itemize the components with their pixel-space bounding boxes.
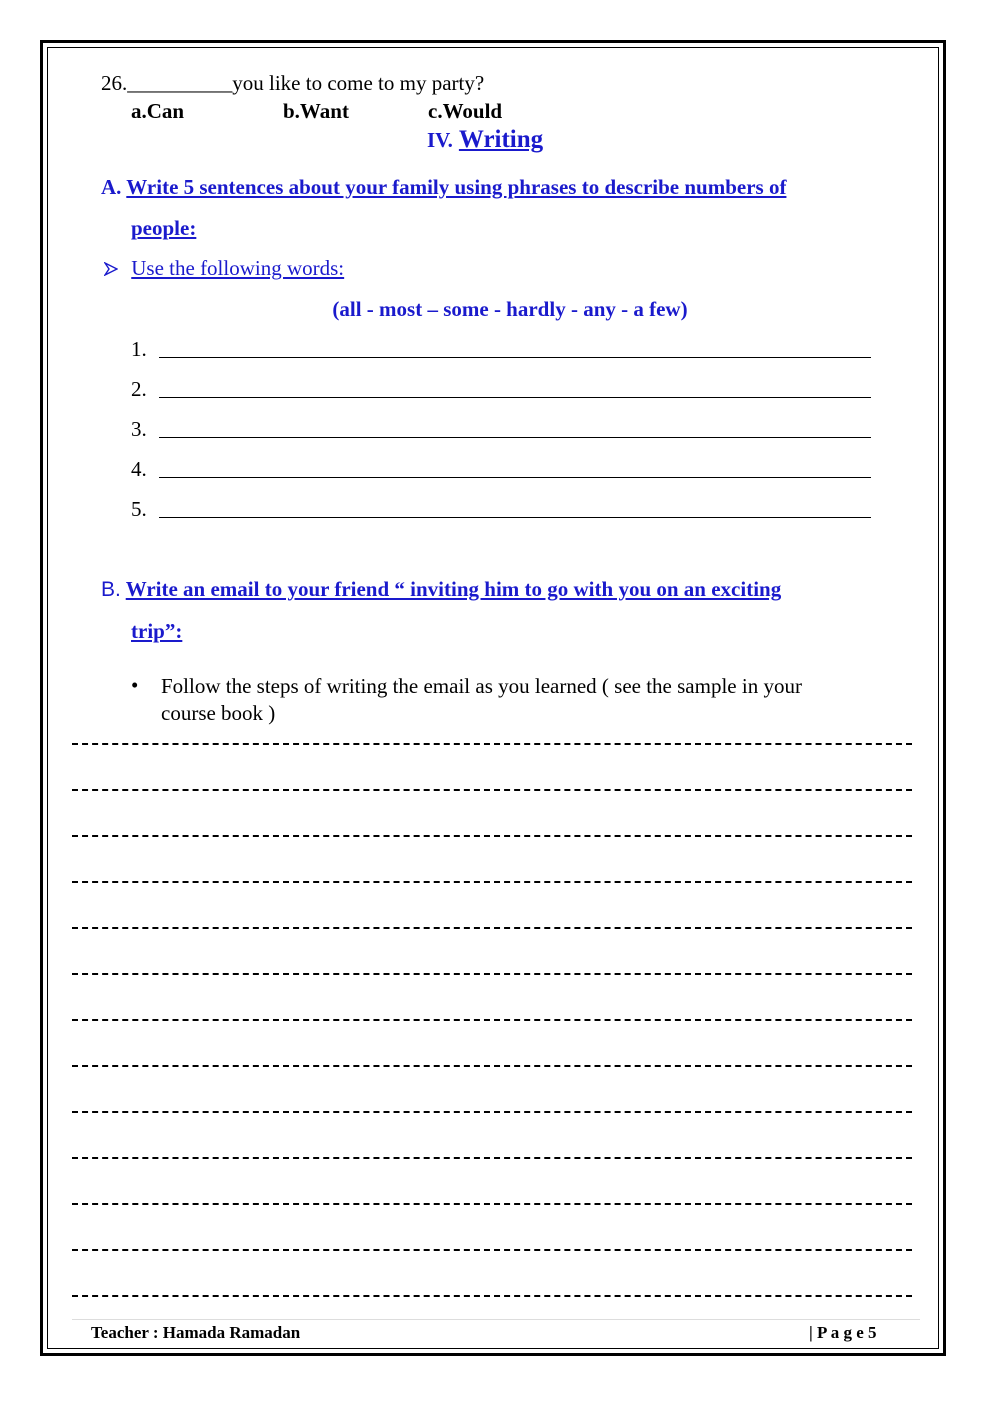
part-b-instruction-line1: Write an email to your friend “ inviting him to go with you on an exciting	[125, 577, 782, 601]
answer-line-2[interactable]: 2.	[131, 377, 871, 402]
bullet-line2: course book )	[161, 701, 276, 725]
writing-line[interactable]	[72, 973, 912, 975]
writing-line[interactable]	[72, 1157, 912, 1159]
part-b-instruction-cont	[131, 619, 182, 644]
part-a-instruction-cont	[131, 216, 196, 241]
answer-line-4[interactable]: 4.	[131, 457, 871, 482]
writing-line[interactable]	[72, 1203, 912, 1205]
bullet-line1: Follow the steps of writing the email as you learned ( see the sample in your	[161, 674, 802, 698]
part-a-letter: A.	[101, 175, 122, 199]
option-c: c.Would	[428, 99, 503, 123]
writing-line[interactable]	[72, 927, 912, 929]
option-b: b.Want	[283, 99, 349, 123]
writing-line[interactable]	[72, 881, 912, 883]
word-list: (all - most – some - hardly - any - a few)	[332, 297, 688, 321]
answer-line-1[interactable]: 1.	[131, 337, 871, 362]
section-title	[427, 126, 543, 154]
question-26-stem: 26.__________you like to come to my party?	[101, 71, 485, 95]
part-b-instruction-line2: trip”:	[131, 619, 183, 643]
part-a-instruction-line1: Write 5 sentences about your family using phrases to describe numbers of	[126, 175, 787, 199]
part-b-letter: B.	[101, 578, 121, 601]
writing-line[interactable]	[72, 743, 912, 745]
writing-line[interactable]	[72, 1111, 912, 1113]
answer-line-3[interactable]: 3.	[131, 417, 871, 442]
use-words-text: Use the following words:	[131, 256, 345, 280]
option-a: a.Can	[131, 99, 185, 123]
answer-line-5[interactable]: 5.	[131, 497, 871, 522]
writing-line[interactable]	[72, 1295, 912, 1297]
arrow-bullet-icon	[104, 256, 123, 280]
section-title-text: Writing	[458, 126, 544, 153]
bullet-instruction	[161, 673, 802, 727]
writing-line[interactable]	[72, 835, 912, 837]
footer-page-number: | P a g e 5	[809, 1323, 877, 1342]
bullet-icon: •	[131, 673, 139, 697]
writing-line[interactable]	[72, 1019, 912, 1021]
writing-line[interactable]	[72, 789, 912, 791]
section-roman: IV.	[427, 128, 453, 152]
part-b-instruction	[101, 577, 781, 602]
writing-line[interactable]	[72, 1065, 912, 1067]
part-a-instruction	[101, 175, 786, 200]
writing-line[interactable]	[72, 1249, 912, 1251]
use-words-line	[104, 256, 344, 281]
part-a-instruction-line2: people:	[131, 216, 197, 240]
footer-teacher: Teacher : Hamada Ramadan	[91, 1323, 301, 1342]
footer-divider	[72, 1319, 920, 1320]
